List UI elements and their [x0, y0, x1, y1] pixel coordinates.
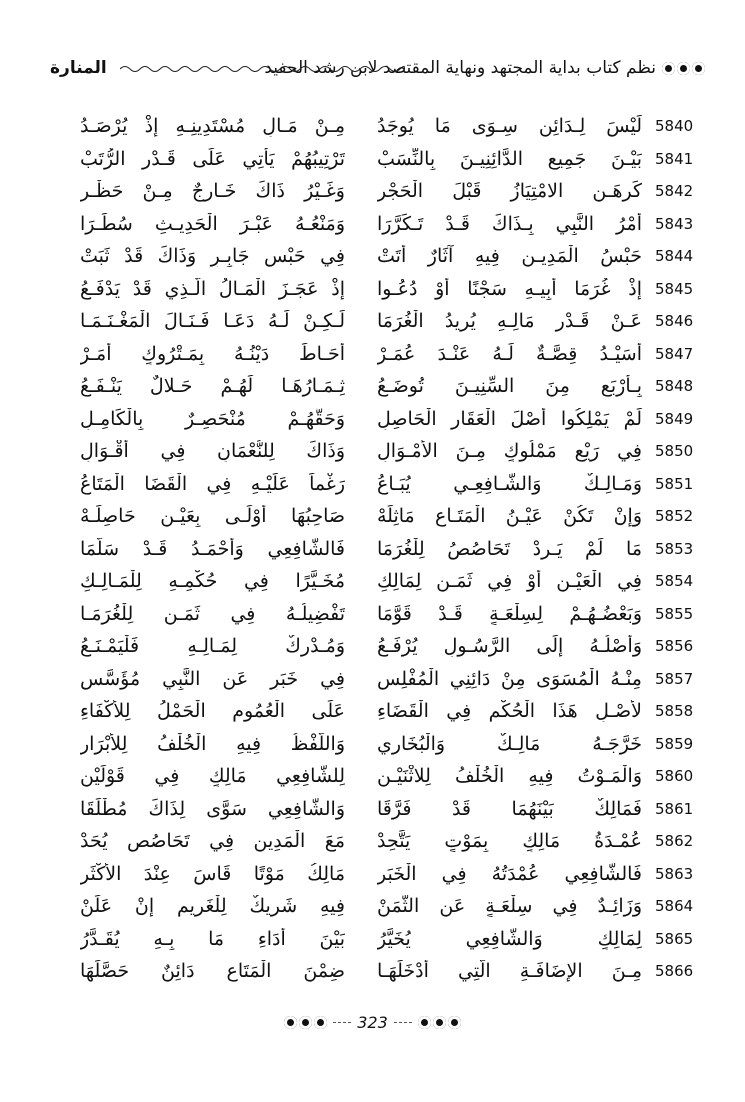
verse-row [70, 598, 710, 631]
book-title: نظم كتاب بداية المجتهد ونهاية المقتصد لابن رشد الحفيد [264, 58, 656, 78]
verse-row [70, 695, 710, 728]
verse-number: 5854 [655, 572, 694, 591]
verse-number: 5862 [655, 832, 694, 851]
verse-second-hemistich: تَرْتِيبُهُمْ يَأتِي عَلَى قَـدْرِ الرُّتَبْ [80, 147, 345, 170]
verse-first-hemistich: وَإِنْ تَكُنْ عَيْـنُ الْمَتَـاعِ مَاثِلَهْ [377, 505, 642, 528]
verse-row [70, 370, 710, 403]
verse-first-hemistich: فِي رَيْعِ مَمْلُوكٍ مِـنَ الأَمْـوَالِ [377, 440, 642, 463]
verse-number: 5848 [655, 377, 694, 396]
verse-first-hemistich: وَالْمَـوْتُ فِيهِ الْخُلْفُ لِلاثْنَيْـنِ [377, 765, 642, 788]
verse-number: 5846 [655, 312, 694, 331]
verse-first-hemistich: إِذْ غُرَمَا أَبِيـهِ سَجْنًا أَوْ دُعُـوا [377, 277, 642, 300]
verse-number: 5857 [655, 669, 694, 688]
verse-number: 5855 [655, 604, 694, 623]
verse-number: 5842 [655, 182, 694, 201]
verse-second-hemistich: وَمَنْعُـهُ عَبْـرَ الْحَدِيـثِ سُطِّـرَا [80, 212, 345, 235]
verse-second-hemistich: مَالِكُ مَوْتًا قَاسَ عِنْدَ الأَكْثَرِ [80, 862, 345, 885]
verse-row [70, 793, 710, 826]
verse-second-hemistich: رَغْماً عَلَيْـهِ فِي الْقَضَا الْمَتَاعُ [80, 472, 345, 495]
verse-first-hemistich: أُسَيْـدُ قِصَّـةٌ لَـهُ عَنْـدَ عُمَـرْ [377, 342, 642, 365]
verse-row [70, 403, 710, 436]
verse-second-hemistich: عَلَى الْعُمُومِ الْحَمْلُ لِلأَكْفَاءِ [80, 700, 345, 723]
verse-first-hemistich: مِـنَ الإِضَافَـةِ الَّتِي أَدْخَلَهَـا [377, 960, 642, 983]
verse-row [70, 208, 710, 241]
verse-first-hemistich: لَيْسَ لِـدَائِنٍ سِـوَى مَا يُوجَدُ [377, 115, 642, 138]
verse-number: 5866 [655, 962, 694, 981]
verse-second-hemistich: فِي خَبَرٍ عَنِ النَّبِي مُؤَسَّسِ [80, 667, 345, 690]
verse-first-hemistich: بَيْـنَ جَمِيعِ الدَّائِنِيـنَ بِالنِّسَبْ [377, 147, 642, 170]
verse-second-hemistich: تَفْضِيلُـهُ فِي ثَمَـنٍ لِلْغُرَمَـا [80, 602, 345, 625]
verse-row [70, 955, 710, 988]
verse-second-hemistich: ثِـمَـارُهَـا لَهُـمْ حَـلالٌ يَنْـفَـعُ [80, 375, 345, 398]
verse-first-hemistich: فِي الْعَيْـنِ أَوْ فِي ثَمَـنٍ لِمَالِكِ [377, 570, 642, 593]
verse-number: 5840 [655, 117, 694, 136]
verse-second-hemistich: وَمُـدْرِكٌ لِمَـالِـهِ فَلْيَمْـنَـعُ [80, 635, 345, 658]
verse-number: 5865 [655, 929, 694, 948]
ornament-icon [284, 1016, 327, 1029]
verse-row [70, 760, 710, 793]
footer-rule [394, 1022, 412, 1023]
verse-row [70, 143, 710, 176]
verse-number: 5861 [655, 799, 694, 818]
verse-row [70, 338, 710, 371]
verse-row [70, 305, 710, 338]
verse-first-hemistich: فَمَالِكٌ بَيْنَهُمَا قَدْ فَرَّقَا [377, 797, 642, 820]
verse-list [70, 110, 710, 988]
verse-first-hemistich: مَا لَمْ يَـرِدْ تَحَاصُصُ لِلْغُرَمَا [377, 537, 642, 560]
verse-row [70, 630, 710, 663]
verse-number: 5864 [655, 897, 694, 916]
verse-first-hemistich: أَمْرُ النَّبِي بِـذَاكَ قَـدْ تَـكَرَّرَا [377, 212, 642, 235]
verse-second-hemistich: فِي حَبْسِ جَابِـرٍ وَذَاكَ قَدْ ثَبَتْ [80, 245, 345, 268]
page-number: 323 [357, 1013, 388, 1032]
footer-rule [333, 1022, 351, 1023]
verse-second-hemistich: لَـكِـنْ لَـهُ دَعَـا فَـنَـالَ الْمَغْـنَـمَـا [80, 310, 345, 333]
verse-row [70, 240, 710, 273]
header-wave-rule [120, 62, 405, 76]
verse-second-hemistich: وَاللَّفْظُ فِيهِ الْخُلْفُ لِلأَبْرَارِ [80, 732, 345, 755]
verse-second-hemistich: فَالشَّافِعِي وَأَحْمَـدُ قَـدْ سَلَّمَا [80, 537, 345, 560]
verse-row [70, 858, 710, 891]
verse-row [70, 923, 710, 956]
verse-first-hemistich: وَزَائِـدٌ فِي سِلْعَـةٍ عَنِ الثَّمَنْ [377, 895, 642, 918]
verse-first-hemistich: وَبَعْضُـهُـمْ لِسِلْعَـةٍ قَـدْ قَوَّمَا [377, 602, 642, 625]
verse-number: 5844 [655, 247, 694, 266]
verse-second-hemistich: لِلشَّافِعِي مَالِكٍ فِي قَوْلَيْنِ [80, 765, 345, 788]
verse-number: 5843 [655, 214, 694, 233]
page-footer [0, 1013, 745, 1032]
verse-first-hemistich: مِنْـهُ الْمُسَوَى مِنْ دَائِنِي الْمُفْلِسِ [377, 667, 642, 690]
verse-second-hemistich: بَيْنَ أَدَاءِ مَا بِـهِ يُقَـدَّرُ [80, 927, 345, 950]
verse-number: 5850 [655, 442, 694, 461]
verse-second-hemistich: وَغَـيْرُ ذَاكَ خَـارِجٌ مِـنْ حَظْـرِ [80, 180, 345, 203]
verse-number: 5849 [655, 409, 694, 428]
verse-row [70, 825, 710, 858]
running-head: المنارة [50, 58, 107, 78]
verse-first-hemistich: كَرِهَـنِ الامْتِيَازُ قَبْلَ الْحَجْرِ [377, 180, 642, 203]
verse-row [70, 273, 710, 306]
verse-row [70, 890, 710, 923]
verse-row [70, 565, 710, 598]
verse-first-hemistich: عَـنْ قَـدْرِ مَالِـهِ يُرِيدُ الْغُرَمَا [377, 310, 642, 333]
verse-second-hemistich: إِذْ عَجَـزَ الْمَـالُ الَّـذِي قَدْ يَدْفَـعُ [80, 277, 345, 300]
verse-number: 5852 [655, 507, 694, 526]
verse-second-hemistich: ضِمْنَ الْمَتَاعِ دَائِنٌ حَصَّلَهَا [80, 960, 345, 983]
verse-number: 5853 [655, 539, 694, 558]
verse-second-hemistich: أَحَـاطَ دَيْنُـهُ بِمَـتْرُوكٍ أَمَـرْ [80, 342, 345, 365]
verse-second-hemistich: مُخَـيَّرًا فِي حُكْمِـهِ لِلْمَـالِـكِ [80, 570, 345, 593]
ornament-icon [662, 62, 705, 75]
verse-number: 5851 [655, 474, 694, 493]
verse-number: 5860 [655, 767, 694, 786]
verse-number: 5863 [655, 864, 694, 883]
verse-second-hemistich: فِيهِ شَرِيكٌ لِلْغَرِيمِ إِنْ عَلَنْ [80, 895, 345, 918]
ornament-icon [418, 1016, 461, 1029]
verse-first-hemistich: لَمْ يَمْلِكُوا أَصْلَ الْعَقَارِ الْحَاصِلِ [377, 407, 642, 430]
verse-first-hemistich: خَرَّجَـهُ مَالِـكٌ وَالْبُخَارِي [377, 732, 642, 755]
verse-number: 5847 [655, 344, 694, 363]
verse-first-hemistich: لِمَالِكٍ وَالشَّافِعِي يُخَيَّرُ [377, 927, 642, 950]
verse-first-hemistich: لأَصْـلِ هَذَا الْحُكْمِ فِي الْقَضَاءِ [377, 700, 642, 723]
verse-number: 5845 [655, 279, 694, 298]
page-header [40, 56, 705, 92]
verse-second-hemistich: وَذَاكَ لِلنُّعْمَانِ فِي أَقْـوَالِ [80, 440, 345, 463]
verse-first-hemistich: وَمَـالِـكٌ وَالشَّـافِعِـي يُبَـاعُ [377, 472, 642, 495]
verse-row [70, 728, 710, 761]
verse-row [70, 468, 710, 501]
verse-row [70, 175, 710, 208]
verse-row [70, 435, 710, 468]
verse-first-hemistich: وَأَصْلُـهُ إِلَى الرَّسُـولِ يُرْفَـعُ [377, 635, 642, 658]
verse-second-hemistich: مِـنْ مَـالِ مُسْتَدِينِـهِ إِذْ يُرْصَـدُ [80, 115, 345, 138]
verse-row [70, 533, 710, 566]
verse-first-hemistich: حَبْسُ الْمَدِيـنِ فِيهِ آثَارٌ أَتَتْ [377, 245, 642, 268]
verse-row [70, 500, 710, 533]
verse-number: 5859 [655, 734, 694, 753]
verse-number: 5841 [655, 149, 694, 168]
verse-first-hemistich: فَالشَّافِعِي عُمْدَتُهُ فِي الْخَبَرِ [377, 862, 642, 885]
verse-second-hemistich: وَالشَّافِعِي سَوَّى لِذَاكَ مُطْلَقَا [80, 797, 345, 820]
verse-first-hemistich: عُمْـدَةُ مَالِكٍ بِمَوْتٍ يَتَّحِدْ [377, 830, 642, 853]
verse-first-hemistich: بِـأَرْبَعٍ مِنَ السِّنِيـنَ تُوضَـعُ [377, 375, 642, 398]
verse-number: 5858 [655, 702, 694, 721]
verse-second-hemistich: وَحَقُّهُـمْ مُنْحَصِـرٌ بِالْكَامِـلِ [80, 407, 345, 430]
verse-second-hemistich: صَاحِبُهَا أَوْلَـى بِعَيْـنٍ حَاصِلَـهْ [80, 505, 345, 528]
verse-second-hemistich: مَعَ الْمَدِينِ فِي تَحَاصُصٍ يُحَدْ [80, 830, 345, 853]
verse-row [70, 663, 710, 696]
verse-number: 5856 [655, 637, 694, 656]
verse-row [70, 110, 710, 143]
